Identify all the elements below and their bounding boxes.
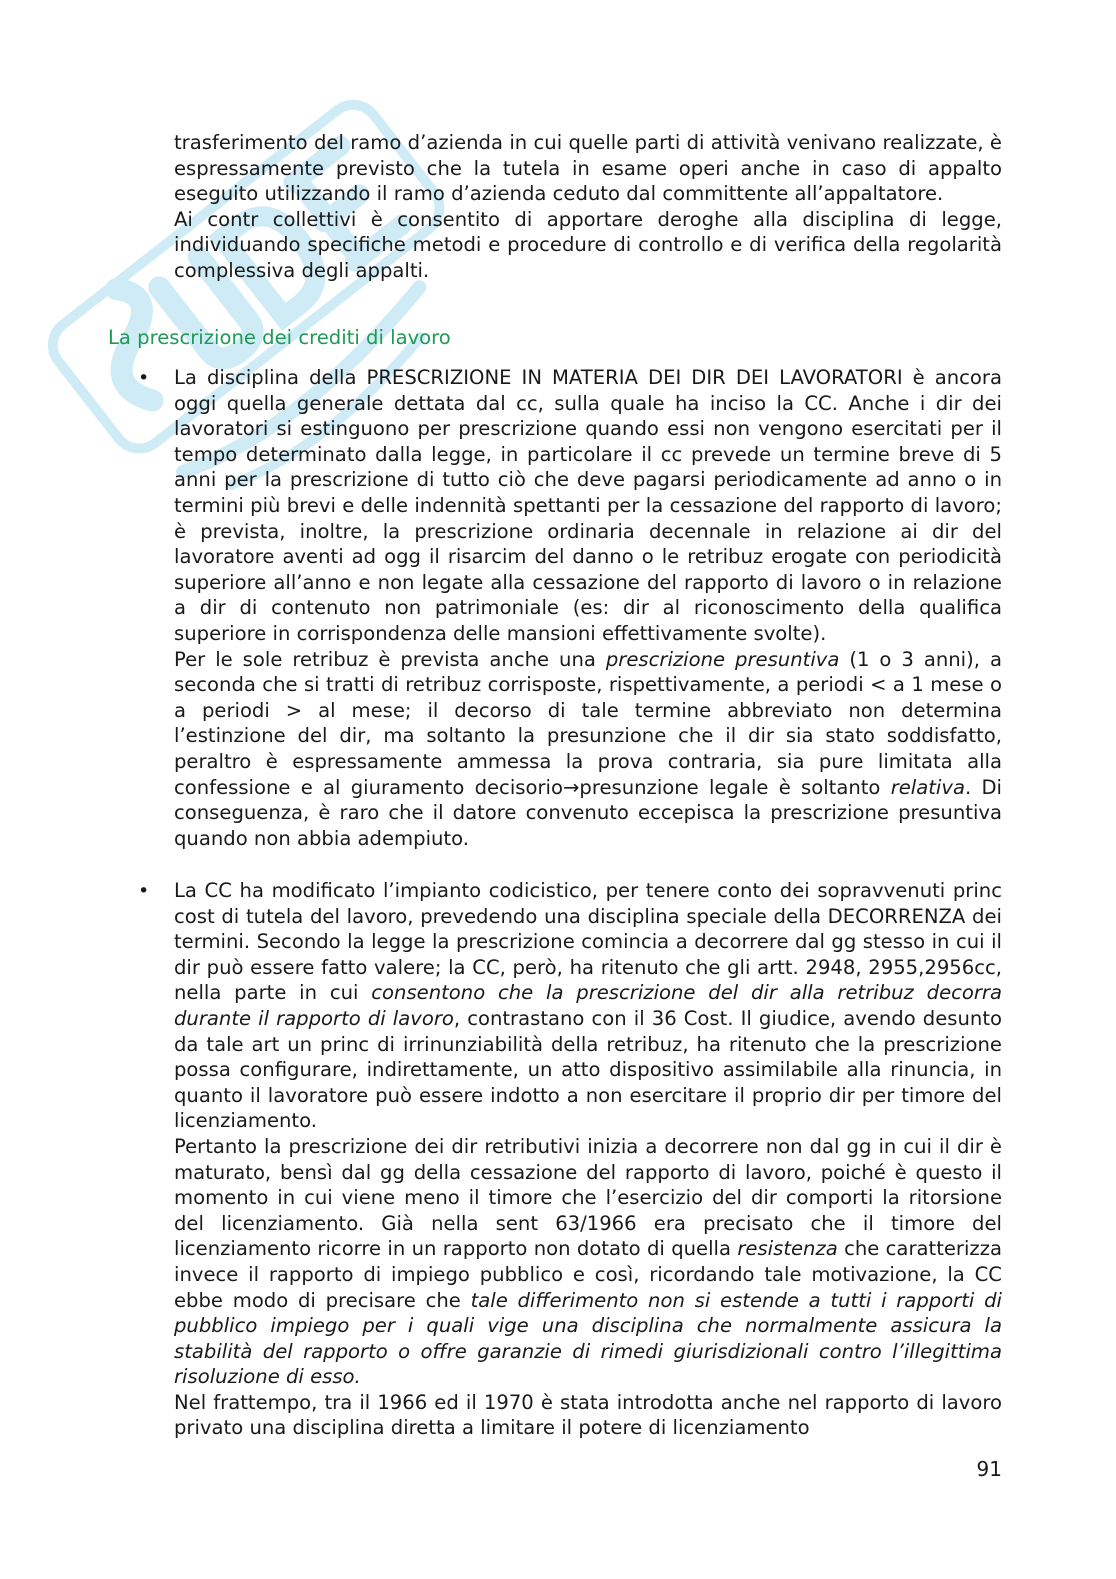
intro-paragraphs bbox=[174, 130, 1002, 284]
bullet-2-paragraph-3: Nel frattempo, tra il 1966 ed il 1970 è stata introdotta anche nel rapporto di lavoro privato una disciplina diretta a limitare il potere di licenziamento bbox=[174, 1390, 1002, 1440]
bullet-item-2 bbox=[174, 878, 1002, 1441]
section-heading: La prescrizione dei crediti di lavoro bbox=[108, 326, 451, 349]
bullet-1-paragraph-2: Per le sole retribuz è prevista anche una prescrizione presuntiva (1 o 3 anni), a seconda che si tratti di retribuz corrisposte, rispettivamente, a periodi < a 1 mese o a periodi > al mese; il decorso di tale termine abbreviato non determina l’estinzione del dir, ma soltanto la presunzione che il dir sia stato soddisfatto, peraltro è espressamente ammessa la prova contraria, sia pure limitata alla confessione e al giuramento decisorio→presunzione legale è soltanto relativa. Di conseguenza, è raro che il datore convenuto eccepisca la prescrizione presuntiva quando non abbia adempiuto. bbox=[174, 647, 1002, 850]
intro-paragraph-2: Ai contr collettivi è consentito di apportare deroghe alla disciplina di legge, individuando specifiche metodi e procedure di controllo e di verifica della regolarità complessiva degli appalti. bbox=[174, 207, 1002, 282]
intro-paragraph-1: trasferimento del ramo d’azienda in cui quelle parti di attività venivano realizzate, è espressamente previsto che la tutela in esame operi anche in caso di appalto eseguito utilizzando il ramo d’azienda ceduto dal committente all’appaltatore. bbox=[174, 131, 1002, 206]
bullet-icon: • bbox=[138, 367, 150, 389]
bullet-1-paragraph-1: La disciplina della PRESCRIZIONE IN MATERIA DEI DIR DEI LAVORATORI è ancora oggi quella generale dettata dal cc, sulla quale ha inciso la CC. Anche i dir dei lavoratori si estinguono per prescrizione quando essi non vengono esercitati per il tempo determinato dalla legge, in particolare il cc prevede un termine breve di 5 anni per la prescrizione di tutto ciò che deve pagarsi periodicamente ad anno o in termini più brevi e delle indennità spettanti per la cessazione del rapporto di lavoro; è prevista, inoltre, la prescrizione ordinaria decennale in relazione ai dir del lavoratore aventi ad ogg il risarcim del danno o le retribuz erogate con periodicità superiore all’anno e non legate alla cessazione del rapporto di lavoro o in relazione a dir di contenuto non patrimoniale (es: dir al riconoscimento della qualifica superiore in corrispondenza delle mansioni effettivamente svolte). bbox=[174, 366, 1002, 645]
page-number: 91 bbox=[976, 1457, 1002, 1481]
bullet-item-1 bbox=[174, 365, 1002, 851]
bullet-2-paragraph-2: Pertanto la prescrizione dei dir retributivi inizia a decorrere non dal gg in cui il dir è maturato, bensì dal gg della cessazione del rapporto di lavoro, poiché è questo il momento in cui viene meno il timore che l’esercizio del dir comporti la ritorsione del licenziamento. Già nella sent 63/1966 era precisato che il timore del licenziamento ricorre in un rapporto non dotato di quella resistenza che caratterizza invece il rapporto di impiego pubblico e così, ricordando tale motivazione, la CC ebbe modo di precisare che tale differimento non si estende a tutti i rapporti di pubblico impiego per i quali vige una disciplina che normalmente assicura la stabilità del rapporto o offre garanzie di rimedi giurisdizionali contro l’illegittima risoluzione di esso. bbox=[174, 1134, 1003, 1389]
arrow-icon: → bbox=[562, 775, 580, 799]
bullet-icon: • bbox=[138, 880, 150, 902]
bullet-2-paragraph-1: La CC ha modificato l’impianto codicistico, per tenere conto dei sopravvenuti princ cost di tutela del lavoro, prevedendo una disciplina speciale della DECORRENZA dei termini. Secondo la legge la prescrizione comincia a decorrere dal gg stesso in cui il dir può essere fatto valere; la CC, però, ha ritenuto che gli artt. 2948, 2955,2956cc, nella parte in cui consentono che la prescrizione del dir alla retribuz decorra durante il rapporto di lavoro, contrastano con il 36 Cost. Il giudice, avendo desunto da tale art un princ di irrinunziabilità della retribuz, ha ritenuto che la prescrizione possa configurare, indirettamente, un atto dispositivo assimilabile alla rinuncia, in quanto il lavoratore può essere indotto a non esercitare il proprio dir per timore del licenziamento. bbox=[174, 879, 1003, 1133]
